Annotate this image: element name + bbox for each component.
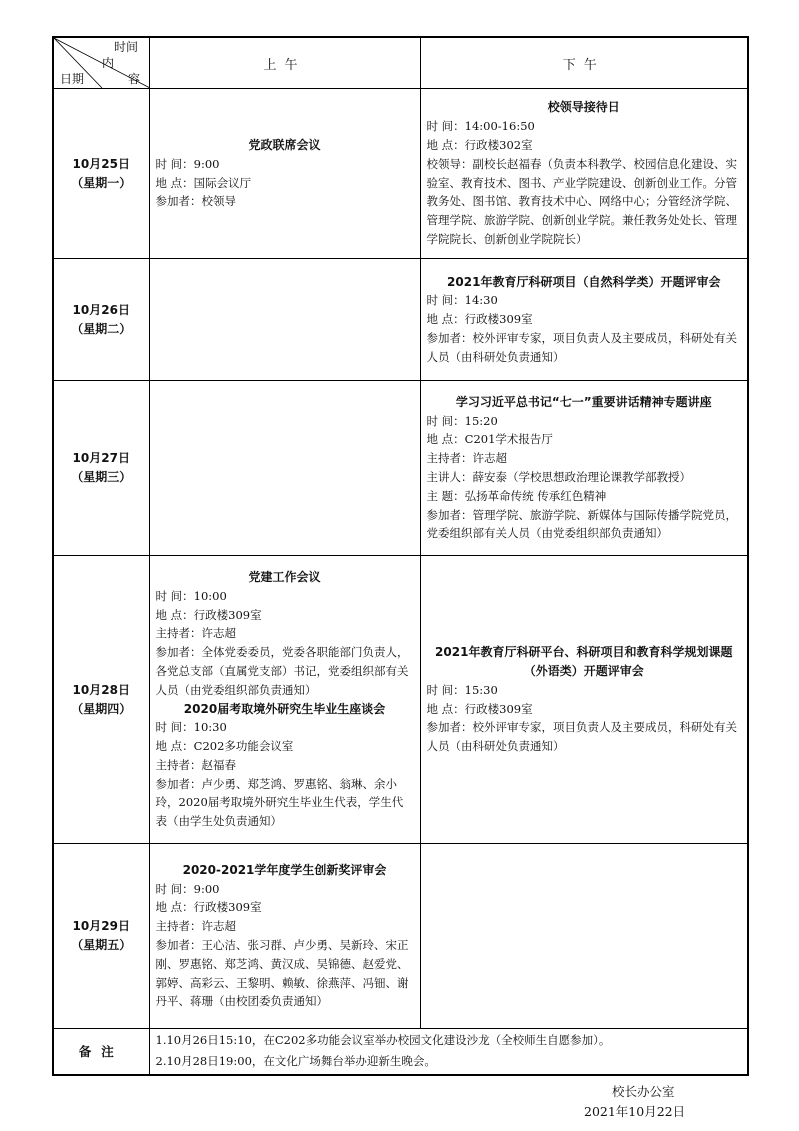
day-row [53, 259, 748, 381]
event [427, 393, 742, 543]
event-detail: 参加者：校外评审专家，项目负责人及主要成员，科研处有关人员（由科研处负责通知） [426, 330, 737, 364]
signature-office: 校长办公室 [612, 1084, 675, 1099]
day-row [53, 844, 748, 1029]
corner-content-label-2: 容 [128, 72, 141, 86]
event-title: 2021年教育厅科研项目（自然科学类）开题评审会 [447, 274, 721, 289]
event-title: 2021年教育厅科研平台、科研项目和教育科学规划课题（外语类）开题评审会 [435, 645, 733, 678]
event-detail: 主讲人：薛安泰（学校思想政治理论课教学部教授） [426, 470, 691, 484]
event [156, 568, 414, 700]
day-weekday: （星期五） [71, 938, 132, 952]
day-cell [53, 259, 149, 381]
event [156, 700, 414, 832]
event [427, 273, 742, 367]
event-title: 校领导接待日 [547, 100, 620, 115]
afternoon-cell [420, 844, 748, 1029]
events-container [421, 642, 748, 757]
events-container [150, 135, 420, 212]
morning-cell [149, 844, 420, 1029]
event-detail: 参加者：校领导 [155, 194, 236, 209]
event-detail: 主 题：弘扬革命传统 传承红色精神 [426, 488, 607, 503]
event-title: 学习习近平总书记“七一”重要讲话精神专题讲座 [455, 394, 712, 409]
events-container [421, 935, 748, 937]
event-detail: 主持者：许志超 [426, 451, 507, 466]
day-row [53, 381, 748, 556]
event-detail: 时 间：10:00 [155, 588, 227, 603]
event-detail: 地 点：行政楼309室 [426, 312, 533, 327]
day-cell [53, 381, 149, 556]
event-title: 党政联席会议 [248, 137, 321, 152]
corner-date-label: 日期 [60, 72, 85, 86]
corner-cell [53, 37, 149, 89]
event-title: 2020-2021学年度学生创新奖评审会 [182, 862, 387, 877]
corner-content-label-1: 内 [102, 56, 115, 70]
event-detail: 时 间：9:00 [155, 156, 220, 171]
morning-cell [149, 89, 420, 259]
morning-cell [149, 556, 420, 844]
afternoon-cell [420, 381, 748, 556]
remarks-row [53, 1029, 748, 1075]
event-detail: 地 点：行政楼309室 [426, 701, 533, 716]
remarks-cell [149, 1029, 748, 1075]
remarks-label: 备注 [53, 1029, 149, 1075]
corner-time-label: 时间 [114, 40, 139, 54]
signature-date: 2021年10月22日 [584, 1104, 686, 1119]
event-detail: 时 间：9:00 [155, 881, 220, 896]
event-detail: 校领导：副校长赵福春（负责本科教学、校园信息化建设、实验室、教育技术、图书、产业学院建设、创新创业工作。分管教务处、图书馆、教育技术中心、网络中心；分管经济学院、管理学院、旅游学院、创新创业学院。兼任教务处处长、管理学院院长、创新创业学院院长） [426, 156, 737, 246]
schedule-table [52, 36, 749, 1076]
event-detail: 地 点：行政楼309室 [155, 900, 262, 915]
event-detail: 时 间：15:20 [426, 413, 498, 428]
day-row [53, 89, 748, 259]
event-detail: 时 间：15:30 [426, 682, 498, 697]
events-container [150, 319, 420, 321]
remark-item: 2.10月28日19:00，在文化广场舞台举办迎新生晚会。 [155, 1054, 436, 1069]
day-weekday: （星期一） [71, 175, 132, 190]
event-detail: 参加者：管理学院、旅游学院、新媒体与国际传播学院党员，党委组织部有关人员（由党委组织部负责通知） [426, 507, 737, 541]
header-row [53, 37, 748, 89]
events-container [421, 97, 748, 249]
event-detail: 参加者：全体党委委员，党委各职能部门负责人，各党总支部（直属党支部）书记，党委组织部有关人员（由党委组织部负责通知） [155, 645, 409, 697]
remark-item: 1.10月26日15:10，在C202多功能会议室举办校园文化建设沙龙（全校师生自愿参加）。 [155, 1033, 611, 1048]
event-detail: 地 点：国际会议厅 [155, 175, 252, 190]
event-detail: 地 点：行政楼309室 [155, 607, 262, 622]
day-cell [53, 844, 149, 1029]
afternoon-header: 下午 [420, 37, 748, 89]
day-weekday: （星期四） [71, 701, 132, 716]
event-detail: 主持者：许志超 [155, 919, 236, 934]
event-detail: 时 间：14:00-16:50 [426, 119, 535, 134]
event-detail: 主持者：赵福春 [155, 757, 236, 772]
event-detail: 参加者：校外评审专家，项目负责人及主要成员，科研处有关人员（由科研处负责通知） [426, 720, 737, 754]
day-date: 10月25日 [72, 156, 130, 171]
day-weekday: （星期二） [71, 321, 132, 336]
event-detail: 参加者：王心洁、张习群、卢少勇、吴新玲、宋正刚、罗惠铭、郑芝鸿、黄汉成、吴锦德、赵爱党、郭婷、高彩云、王黎明、赖敏、徐燕萍、冯钿、谢丹平、蒋珊（由校团委负责通知） [155, 938, 409, 1009]
event-detail: 地 点：C201学术报告厅 [426, 432, 553, 447]
events-container [421, 392, 748, 544]
morning-header: 上午 [149, 37, 420, 89]
events-container [150, 860, 420, 1012]
day-date: 10月28日 [72, 682, 130, 697]
morning-cell [149, 381, 420, 556]
afternoon-cell [420, 259, 748, 381]
afternoon-cell [420, 556, 748, 844]
event-title: 党建工作会议 [248, 569, 321, 584]
events-container [150, 567, 420, 832]
event-detail: 地 点：C202多功能会议室 [155, 739, 294, 754]
event [427, 643, 742, 756]
event [156, 136, 414, 211]
event-detail: 时 间：10:30 [155, 720, 227, 735]
day-weekday: （星期三） [71, 470, 132, 484]
day-cell [53, 556, 149, 844]
day-row [53, 556, 748, 844]
event-detail: 时 间：14:30 [426, 293, 498, 308]
event-title: 2020届考取境外研究生毕业生座谈会 [183, 701, 386, 716]
event [427, 98, 742, 248]
day-date: 10月27日 [72, 451, 130, 465]
event [156, 861, 414, 1011]
day-date: 10月26日 [72, 302, 130, 317]
event-detail: 地 点：行政楼302室 [426, 137, 533, 152]
morning-cell [149, 259, 420, 381]
day-cell [53, 89, 149, 259]
event-detail: 参加者：卢少勇、郑芝鸿、罗惠铭、翁琳、余小玲，2020届考取境外研究生毕业生代表，学生代表（由学生处负责通知） [155, 776, 404, 829]
events-container [421, 272, 748, 368]
event-detail: 主持者：许志超 [155, 626, 236, 641]
events-container [150, 467, 420, 469]
afternoon-cell [420, 89, 748, 259]
day-date: 10月29日 [72, 919, 130, 933]
